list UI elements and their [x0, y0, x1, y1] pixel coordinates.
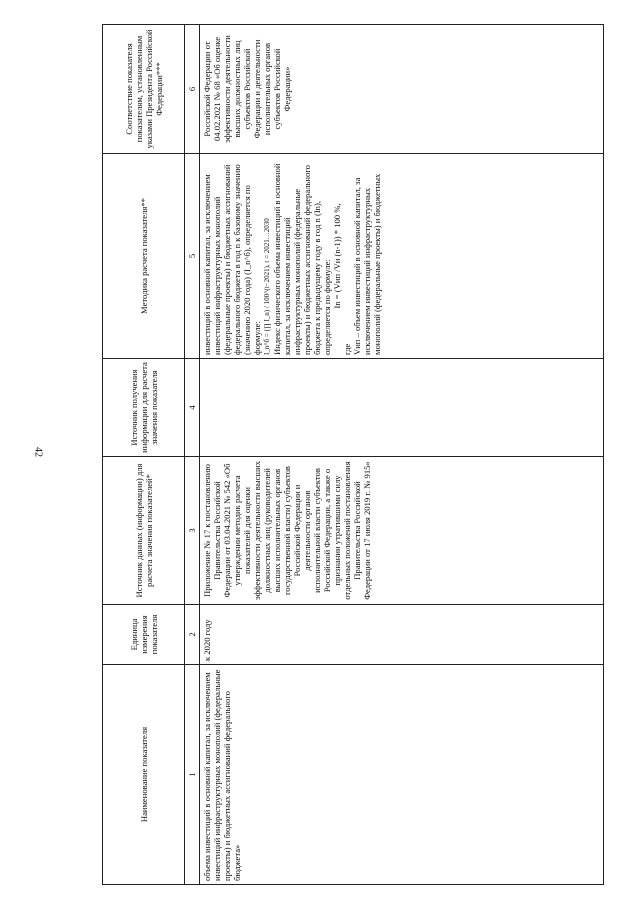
col-num: 3: [185, 457, 200, 605]
indicator-name: объема инвестиций в основной капитал, за исключением инвестиций инфраструктурных монополий (федеральные проекты) и бюджетных ассигнований федерального бюджета»: [200, 665, 604, 885]
method-text-2: Индекс физического объема инвестиций в основной капитал, за исключением инвестиций инфраструктурных монополий (федеральные проекты) и бюджетных ассигнований федерального бюджета к предыдущему году в год n (In), определяется по формуле:: [272, 163, 332, 355]
header-decree: Соответствие показателя показателям, установленным указами Президента Российской Федерации***: [103, 25, 185, 154]
indicator-table: [102, 24, 604, 885]
method-formula: I_n^б = (∏ I_n) / 100^(t−2021), t = 2021…2030: [263, 218, 271, 355]
col-num: 2: [185, 605, 200, 665]
info-source: [200, 359, 604, 457]
col-num: 5: [185, 154, 200, 359]
page-number: 42: [32, 447, 44, 457]
header-row: [103, 25, 185, 885]
data-source: Приложение № 17 к постановлению Правительства Российской Федерации от 03.04.2021 № 542 «Об утверждении методик расчета показателей для оценки эффективности деятельности высших должностных лиц (руководителей высших исполнительных органов государственной власти) субъектов Российской Федерации и деятельности органов исполнительной власти субъектов Российской Федерации, а также о признании утратившими силу отдельных положений постановления Правительства Российской Федерации от 17 июля 2019 г. № 915»: [200, 457, 604, 605]
header-method: Методика расчета показателя**: [103, 154, 185, 359]
header-name: Наименование показателя: [103, 665, 185, 885]
method-formula-2: In = (Vип /Vи (n-1)) * 100 %,: [332, 203, 342, 309]
calculation-method: [200, 154, 604, 359]
col-num: 4: [185, 359, 200, 457]
method-text-4: Vип – объем инвестиций в основной капитал, за исключением инвестиций инфраструктурных монополий (федеральные проекты) и бюджетных: [352, 173, 382, 355]
header-unit: Единица измерения показателя: [103, 605, 185, 665]
indicator-unit: к 2020 году: [200, 605, 604, 665]
table-row: [200, 25, 604, 885]
method-text-3: где: [342, 343, 352, 355]
method-text-1: инвестиций в основной капитал, за исключением инвестиций инфраструктурных монополий (федеральные проекты) и бюджетных ассигнований федерального бюджета в год n к базовому значению (значению 2020 года) (I_n^б), определяется по формуле:: [202, 164, 262, 355]
column-number-row: [185, 25, 200, 885]
decree-correspondence: Российской Федерации от 04.02.2021 № 68 «Об оценке эффективности деятельности высших должностных лиц субъектов Российской Федерации и деятельности исполнительных органов субъектов Российской Федерации»: [200, 25, 604, 154]
rotated-table-container: [102, 25, 604, 885]
col-num: 1: [185, 665, 200, 885]
header-data-source: Источник данных (информации) для расчета значения показателей*: [103, 457, 185, 605]
header-info-source: Источник получения информации для расчета значения показателя: [103, 359, 185, 457]
col-num: 6: [185, 25, 200, 154]
